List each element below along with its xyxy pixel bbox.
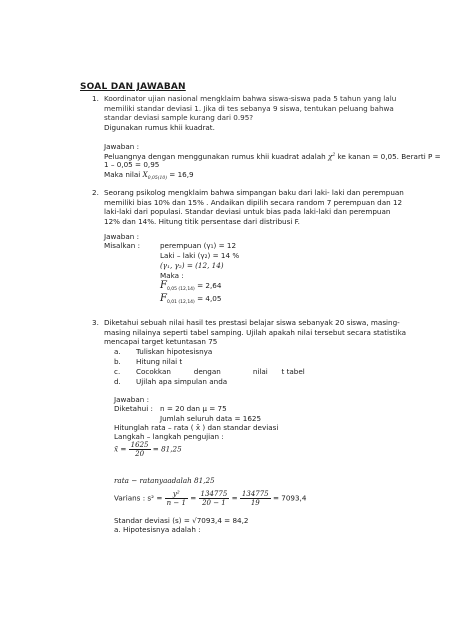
q3-sub-b-letter: b.: [114, 357, 121, 366]
q2-number: 2.: [92, 188, 99, 197]
q2-f1: $F_{0,05 (12,14)} = 2,64$: [160, 280, 222, 292]
q2-maka: Maka :: [160, 271, 184, 280]
q2-f2: $F_{0,01 (12,14)} = 4,05$: [160, 293, 222, 305]
q3-text: Diketahui sebuah nilai hasil tes prestasi belajar siswa sebanyak 20 siswa, masing-masing nilainya seperti tabel samping. Ujilah apakah nilai tersebut secara statistika mencapai target ketuntasan 75: [104, 318, 407, 347]
q3-sub-b-text: Hitung nilai t: [136, 357, 183, 366]
q3-varians: Varians : s² = $\frac{\text{y²}}{n - 1}$ = $\frac{134775}{20 - 1}$ = $\frac{134775}{19}$ = 7093,4: [114, 490, 307, 507]
q1-hint: Digunakan rumus khii kuadrat.: [104, 123, 215, 132]
q1-text: Koordinator ujian nasional mengklaim bahwa siswa-siswa pada 5 tahun yang lalu memiliki standar deviasi 1. Jika di tes sebanya 9 siswa, tentukan peluang bahwa standar deviasi sample kurang dari 0.95?: [104, 94, 397, 123]
q3-sub-c-text: Cocokkan dengan nilai t tabel: [136, 367, 305, 376]
q3-hitung: Hitunglah rata – rata ( x̄ ) dan standar deviasi: [114, 423, 279, 432]
q3-answer-label: Jawaban :: [114, 395, 150, 404]
q1-chi-symbol: $\chi^2$: [327, 152, 336, 161]
q1-number: 1.: [92, 94, 99, 103]
q2-line2: Laki – laki (γ₂) = 14 %: [160, 251, 240, 260]
page-title: SOAL DAN JAWABAN: [80, 82, 186, 92]
q1-answer-line3: Maka nilai $X_{0,05(10)} = 16,9$: [104, 170, 194, 181]
q2-line1: perempuan (γ₁) = 12: [160, 241, 237, 250]
q3-jumlah: Jumlah seluruh data = 1625: [160, 414, 262, 423]
q3-rata: rata − ratanyaadalah 81,25: [114, 476, 215, 485]
q2-line3: (γ₁, γ₂) = (12, 14): [160, 261, 224, 270]
q3-sd: Standar deviasi (s) = √7093,4 = 84,2: [114, 516, 249, 525]
q3-diketahui: Diketahui :: [114, 404, 153, 413]
q1-answer-label: Jawaban :: [104, 142, 140, 151]
q2-answer-label: Jawaban :: [104, 232, 140, 241]
q3-sub-d-text: Ujilah apa simpulan anda: [136, 377, 228, 386]
q3-number: 3.: [92, 318, 99, 327]
q3-sub-a-letter: a.: [114, 347, 121, 356]
q1-answer-line2: 1 – 0,05 = 0,95: [104, 160, 160, 169]
q3-sub-c-letter: c.: [114, 367, 121, 376]
q3-hipotesis: a. Hipotesisnya adalah :: [114, 525, 201, 534]
q1-answer-line1: Peluangnya dengan menggunakan rumus khii kuadrat adalah $\chi^2$ ke kanan = 0,05. Berarti P =: [104, 152, 441, 161]
q3-sub-a-text: Tuliskan hipotesisnya: [136, 347, 213, 356]
q3-langkah: Langkah – langkah pengujian :: [114, 432, 224, 441]
q2-text: Seorang psikolog mengklaim bahwa simpangan baku dari laki- laki dan perempuan memiliki bias 10% dan 15% . Andaikan dipilih secara random 7 perempuan dan 12 laki-laki dari populasi. Standar deviasi untuk bias pada laki-laki dan perempuan 12% dan 14%. Hitung titik persentase dari distribusi F.: [104, 188, 404, 226]
q2-misalkan: Misalkan :: [104, 241, 141, 250]
q3-mean-formula: x̄ = $\frac{1625}{20}$ = 81,25: [114, 441, 182, 458]
q3-sub-d-letter: d.: [114, 377, 121, 386]
q3-n-line: n = 20 dan μ = 75: [160, 404, 227, 413]
